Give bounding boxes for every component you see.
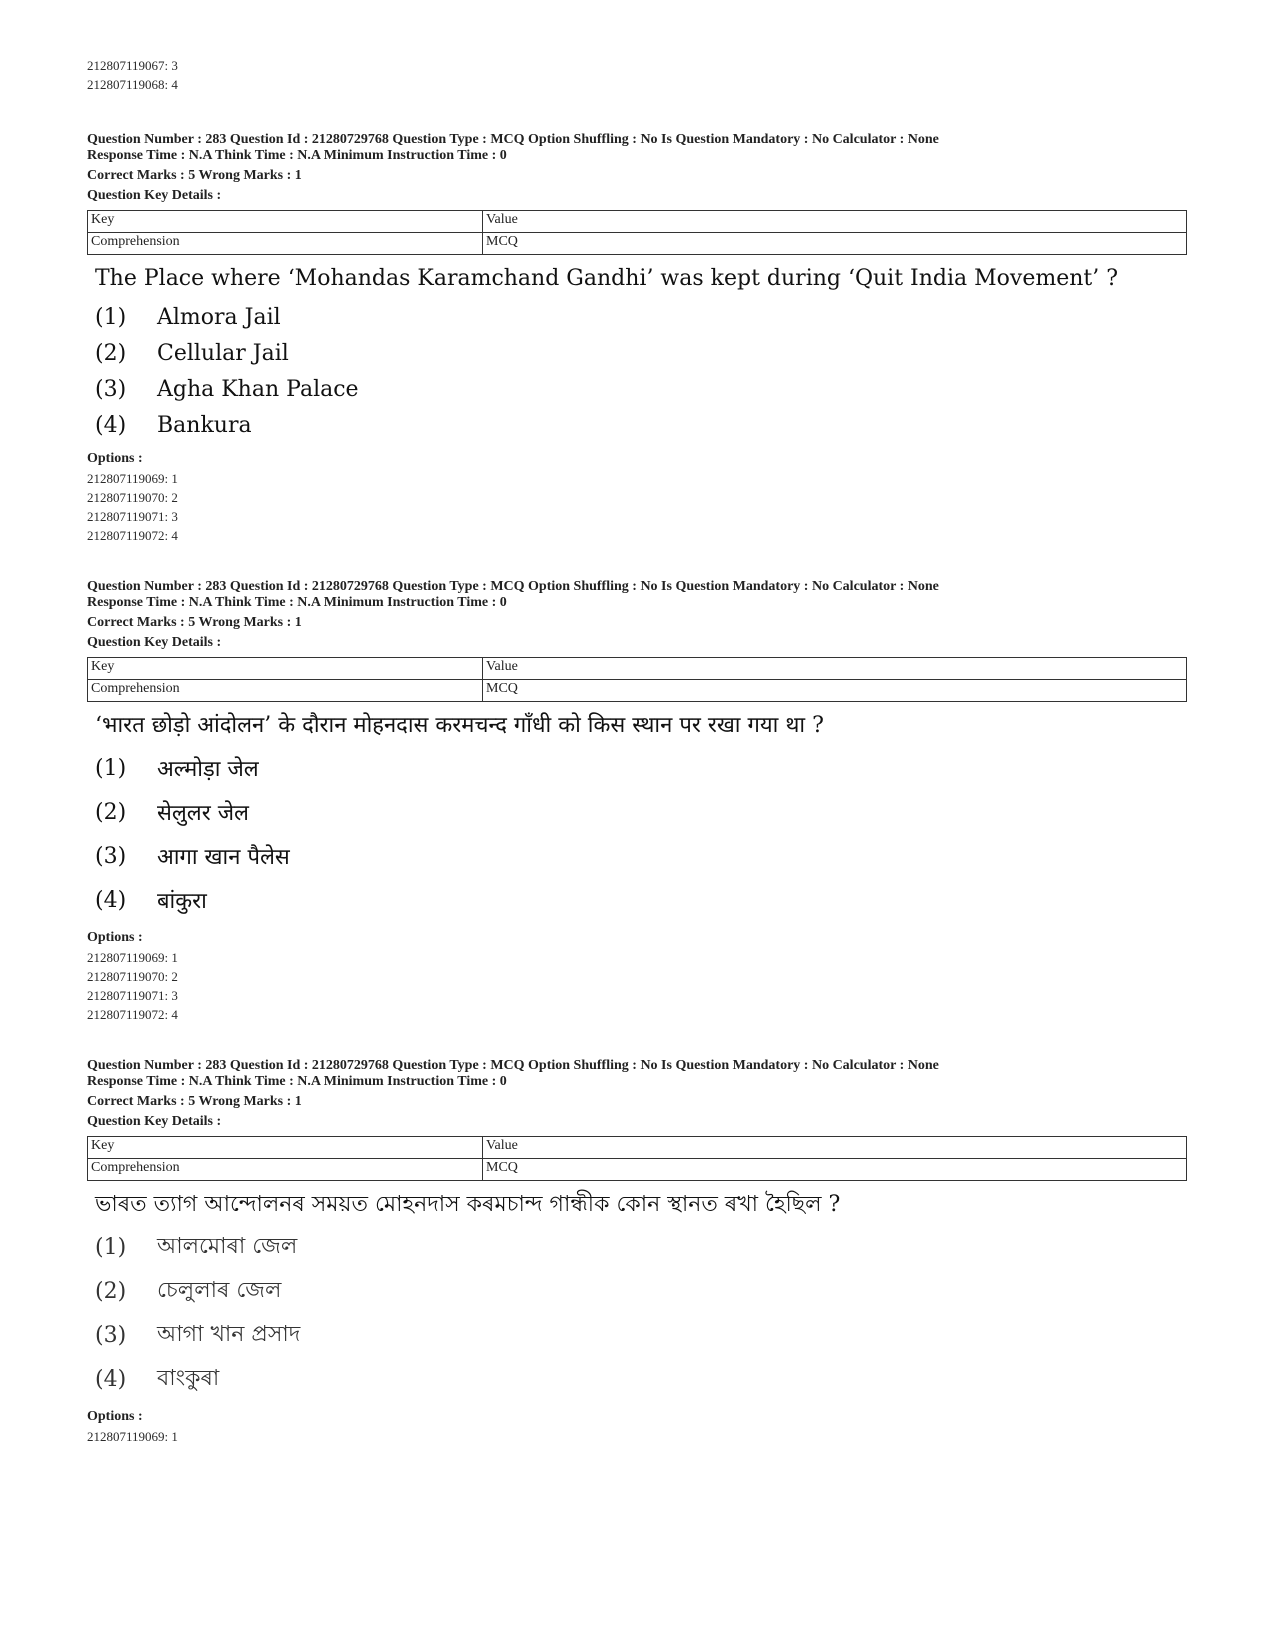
- option-label: চেলুলাৰ জেল: [157, 1277, 282, 1303]
- key-cell: Comprehension: [88, 1159, 483, 1181]
- option-id-line: 212807119071: 3: [87, 509, 178, 524]
- marks-line: Correct Marks : 5 Wrong Marks : 1: [87, 1094, 302, 1109]
- answer-options: [87, 1225, 1187, 1401]
- option-id-list: [87, 469, 1187, 545]
- value-cell: MCQ: [483, 680, 1187, 702]
- value-header: Value: [483, 211, 1187, 233]
- question-text: ‘भारत छोड़ो आंदोलन’ के दौरान मोहनदास करमचन्द गाँधी को किस स्थान पर रखा गया था ?: [95, 713, 824, 738]
- key-header: Key: [88, 1137, 483, 1159]
- value-cell: MCQ: [483, 1159, 1187, 1181]
- question-meta: [87, 132, 1187, 164]
- option-label: Almora Jail: [157, 304, 281, 330]
- answer-option: [95, 790, 1187, 834]
- prev-option-ids: [87, 56, 1187, 94]
- option-number: (4): [95, 887, 127, 913]
- option-id-list: [87, 1427, 1187, 1446]
- key-details-label: Question Key Details :: [87, 188, 222, 203]
- option-number: (1): [95, 755, 127, 781]
- question-block-assamese: [87, 1058, 1187, 1446]
- answer-option: [95, 1357, 1187, 1401]
- question-key-table: [87, 1136, 1187, 1181]
- option-label: अल्मोड़ा जेल: [157, 757, 259, 782]
- option-label: सेलुलर जेल: [157, 801, 249, 826]
- options-title: Options :: [87, 1409, 143, 1424]
- option-label: Agha Khan Palace: [157, 376, 359, 402]
- option-id-list: [87, 948, 1187, 1024]
- value-header: Value: [483, 1137, 1187, 1159]
- question-meta: [87, 1058, 1187, 1090]
- option-number: (2): [95, 1278, 127, 1304]
- key-cell: Comprehension: [88, 680, 483, 702]
- answer-option: [95, 299, 1187, 335]
- option-number: (3): [95, 1322, 127, 1348]
- option-number: (3): [95, 843, 127, 869]
- option-label: বাংকুৰা: [157, 1365, 220, 1391]
- option-id-line: 212807119067: 3: [87, 58, 178, 73]
- answer-options: [87, 746, 1187, 922]
- question-meta-line-1: Question Number : 283 Question Id : 21280729768 Question Type : MCQ Option Shuffling : No Is Question Mandatory : No Calculator : None: [87, 579, 939, 594]
- option-number: (3): [95, 376, 127, 402]
- question-meta-line-1: Question Number : 283 Question Id : 21280729768 Question Type : MCQ Option Shuffling : No Is Question Mandatory : No Calculator : None: [87, 132, 939, 147]
- option-id-line: 212807119069: 1: [87, 471, 178, 486]
- option-number: (4): [95, 412, 127, 438]
- question-text: The Place where ‘Mohandas Karamchand Gandhi’ was kept during ‘Quit India Movement’ ?: [95, 266, 1119, 291]
- option-number: (1): [95, 1234, 127, 1260]
- option-label: आगा खान पैलेस: [157, 845, 290, 870]
- question-key-table: [87, 657, 1187, 702]
- option-id-line: 212807119069: 1: [87, 950, 178, 965]
- answer-option: [95, 1225, 1187, 1269]
- option-label: Cellular Jail: [157, 340, 289, 366]
- option-number: (2): [95, 799, 127, 825]
- marks-line: Correct Marks : 5 Wrong Marks : 1: [87, 168, 302, 183]
- question-meta: [87, 579, 1187, 611]
- question-block-english: [87, 132, 1187, 545]
- question-text: ভাৰত ত্যাগ আন্দোলনৰ সময়ত মোহনদাস কৰমচান্দ গান্ধীক কোন স্থানত ৰখা হৈছিল ?: [95, 1192, 841, 1217]
- document-page: [87, 56, 1187, 1446]
- question-meta-line-1: Question Number : 283 Question Id : 21280729768 Question Type : MCQ Option Shuffling : No Is Question Mandatory : No Calculator : None: [87, 1058, 939, 1073]
- option-label: আলমোৰা জেল: [157, 1233, 298, 1259]
- key-header: Key: [88, 211, 483, 233]
- option-label: Bankura: [157, 412, 252, 438]
- options-title: Options :: [87, 451, 143, 466]
- option-id-line: 212807119072: 4: [87, 1007, 178, 1022]
- option-number: (2): [95, 340, 127, 366]
- answer-options: [87, 299, 1187, 443]
- question-meta-line-2: Response Time : N.A Think Time : N.A Minimum Instruction Time : 0: [87, 148, 507, 163]
- option-id-line: 212807119069: 1: [87, 1429, 178, 1444]
- option-id-line: 212807119071: 3: [87, 988, 178, 1003]
- option-id-line: 212807119072: 4: [87, 528, 178, 543]
- key-header: Key: [88, 658, 483, 680]
- answer-option: [95, 878, 1187, 922]
- answer-option: [95, 834, 1187, 878]
- answer-option: [95, 1313, 1187, 1357]
- answer-option: [95, 371, 1187, 407]
- option-label: আগা খান প্ৰসাদ: [157, 1321, 301, 1347]
- option-number: (4): [95, 1366, 127, 1392]
- option-number: (1): [95, 304, 127, 330]
- answer-option: [95, 1269, 1187, 1313]
- value-cell: MCQ: [483, 233, 1187, 255]
- option-label: बांकुरा: [157, 889, 207, 914]
- question-meta-line-2: Response Time : N.A Think Time : N.A Minimum Instruction Time : 0: [87, 595, 507, 610]
- question-meta-line-2: Response Time : N.A Think Time : N.A Minimum Instruction Time : 0: [87, 1074, 507, 1089]
- question-key-table: [87, 210, 1187, 255]
- marks-line: Correct Marks : 5 Wrong Marks : 1: [87, 615, 302, 630]
- key-details-label: Question Key Details :: [87, 1114, 222, 1129]
- option-id-line: 212807119070: 2: [87, 490, 178, 505]
- options-title: Options :: [87, 930, 143, 945]
- answer-option: [95, 746, 1187, 790]
- answer-option: [95, 407, 1187, 443]
- answer-option: [95, 335, 1187, 371]
- value-header: Value: [483, 658, 1187, 680]
- option-id-line: 212807119070: 2: [87, 969, 178, 984]
- key-cell: Comprehension: [88, 233, 483, 255]
- key-details-label: Question Key Details :: [87, 635, 222, 650]
- option-id-line: 212807119068: 4: [87, 77, 178, 92]
- question-block-hindi: [87, 579, 1187, 1024]
